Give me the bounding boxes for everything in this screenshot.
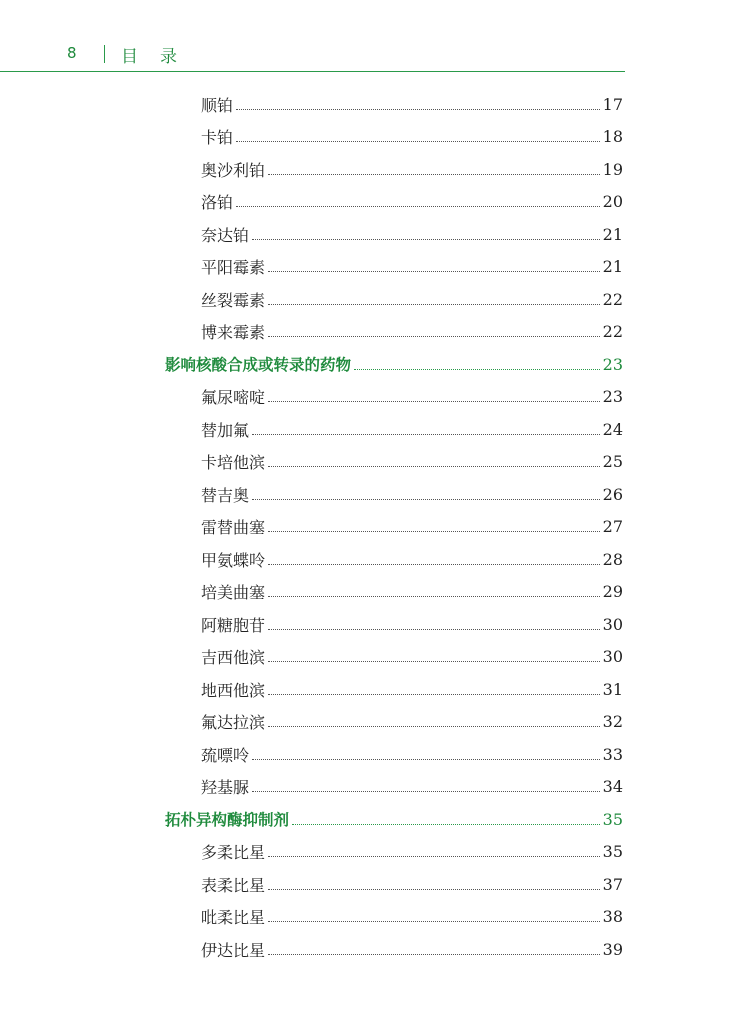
dot-leader	[252, 791, 600, 792]
dot-leader	[268, 596, 600, 597]
toc-entry-row[interactable]	[201, 773, 623, 801]
dot-leader	[252, 759, 600, 760]
dot-leader	[268, 661, 600, 662]
toc-entry-row[interactable]	[201, 253, 623, 281]
toc-entry-title: 吡柔比星	[201, 908, 266, 927]
toc-page-number: 22	[602, 322, 623, 341]
toc-entry-row[interactable]	[201, 578, 623, 606]
toc-entry-row[interactable]	[201, 285, 623, 313]
dot-leader	[268, 954, 600, 955]
toc-entry-title: 培美曲塞	[201, 583, 266, 602]
dot-leader	[268, 564, 600, 565]
toc-page-number: 39	[602, 939, 623, 959]
toc-page-number: 32	[602, 712, 623, 731]
header-title: 目录	[121, 47, 199, 67]
header-divider	[104, 45, 105, 63]
toc-entry-row[interactable]	[201, 708, 623, 736]
toc-entry-row[interactable]	[201, 155, 623, 183]
toc-section-row[interactable]	[165, 805, 623, 833]
dot-leader	[268, 856, 600, 857]
toc-page-number: 24	[602, 419, 623, 439]
toc-entry-title: 地西他滨	[201, 680, 266, 700]
toc-section-title: 影响核酸合成或转录的药物	[165, 356, 352, 374]
toc-entry-title: 氟达拉滨	[201, 713, 266, 732]
toc-page-number: 21	[602, 257, 623, 276]
toc-page-number: 27	[602, 517, 623, 536]
dot-leader	[268, 304, 600, 305]
dot-leader	[252, 239, 600, 240]
toc-entry-title: 巯嘌呤	[201, 745, 250, 765]
toc-entry-title: 甲氨蝶呤	[201, 550, 266, 570]
toc-entry-row[interactable]	[201, 870, 623, 898]
toc-entry-title: 吉西他滨	[201, 648, 266, 667]
dot-leader	[252, 434, 600, 435]
toc-entry-row[interactable]	[201, 610, 623, 638]
page-header	[0, 0, 625, 72]
toc-entry-row[interactable]	[201, 935, 623, 963]
toc-page-number: 34	[602, 777, 623, 796]
toc-page-number: 22	[602, 289, 623, 309]
toc-page-number: 23	[602, 387, 623, 406]
toc-page-number: 38	[602, 907, 623, 926]
dot-leader	[268, 336, 600, 337]
page-number: 8	[67, 44, 77, 62]
toc-entry-title: 替吉奥	[201, 485, 250, 505]
toc-page-number: 37	[602, 874, 623, 894]
toc-entry-title: 平阳霉素	[201, 258, 266, 277]
toc-entry-row[interactable]	[201, 188, 623, 216]
toc-page-number: 33	[602, 744, 623, 764]
toc-entry-title: 阿糖胞苷	[201, 615, 266, 635]
toc-page-number: 21	[602, 224, 623, 244]
toc-page-number: 28	[602, 549, 623, 569]
toc-page-number: 35	[602, 809, 623, 829]
toc-entry-title: 雷替曲塞	[201, 518, 266, 537]
dot-leader	[252, 499, 600, 500]
toc-entry-row[interactable]	[201, 675, 623, 703]
toc-entry-title: 羟基脲	[201, 778, 250, 797]
toc-section-title: 拓朴异构酶抑制剂	[165, 811, 290, 829]
dot-leader	[268, 629, 600, 630]
toc-entry-title: 博来霉素	[201, 323, 266, 342]
toc-entry-row[interactable]	[201, 220, 623, 248]
toc-entry-row[interactable]	[201, 838, 623, 866]
toc-page-number: 19	[602, 159, 623, 179]
dot-leader	[268, 466, 600, 467]
toc-entry-title: 顺铂	[201, 95, 234, 115]
toc-entry-title: 奈达铂	[201, 225, 250, 245]
toc-entry-title: 卡铂	[201, 128, 234, 147]
toc-entry-title: 替加氟	[201, 420, 250, 440]
toc-entry-row[interactable]	[201, 545, 623, 573]
toc-page-number: 26	[602, 484, 623, 504]
toc-section-row[interactable]	[165, 350, 623, 378]
dot-leader	[268, 271, 600, 272]
dot-leader	[268, 401, 600, 402]
toc-page-number: 20	[602, 192, 623, 211]
toc-page-number: 29	[602, 582, 623, 601]
toc-entry-row[interactable]	[201, 90, 623, 118]
toc-page-number: 17	[602, 94, 623, 114]
toc-entry-title: 卡培他滨	[201, 453, 266, 472]
dot-leader	[236, 109, 600, 110]
toc-entry-row[interactable]	[201, 513, 623, 541]
toc-page-number: 25	[602, 452, 623, 471]
toc-page-number: 31	[602, 679, 623, 699]
dot-leader	[268, 726, 600, 727]
dot-leader	[268, 921, 600, 922]
dot-leader	[354, 369, 600, 370]
toc-entry-row[interactable]	[201, 903, 623, 931]
toc-entry-title: 奥沙利铂	[201, 160, 266, 180]
toc-page-number: 18	[602, 127, 623, 146]
toc-entry-row[interactable]	[201, 123, 623, 151]
dot-leader	[268, 531, 600, 532]
toc-entry-title: 表柔比星	[201, 875, 266, 895]
toc-entry-row[interactable]	[201, 415, 623, 443]
toc-entry-title: 丝裂霉素	[201, 290, 266, 310]
toc-entry-row[interactable]	[201, 740, 623, 768]
dot-leader	[292, 824, 600, 825]
dot-leader	[268, 889, 600, 890]
toc-entry-row[interactable]	[201, 318, 623, 346]
toc-entry-row[interactable]	[201, 480, 623, 508]
toc-page-number: 30	[602, 614, 623, 634]
dot-leader	[268, 694, 600, 695]
dot-leader	[236, 141, 600, 142]
dot-leader	[268, 174, 600, 175]
toc-entry-title: 伊达比星	[201, 940, 266, 960]
toc-entry-row[interactable]	[201, 448, 623, 476]
dot-leader	[236, 206, 600, 207]
toc-entry-row[interactable]	[201, 643, 623, 671]
toc-entry-title: 氟尿嘧啶	[201, 388, 266, 407]
toc-page-number: 35	[602, 842, 623, 861]
toc-entry-row[interactable]	[201, 383, 623, 411]
toc-page-number: 30	[602, 647, 623, 666]
toc-entry-title: 多柔比星	[201, 843, 266, 862]
toc-page-number: 23	[602, 354, 623, 374]
toc-entry-title: 洛铂	[201, 193, 234, 212]
